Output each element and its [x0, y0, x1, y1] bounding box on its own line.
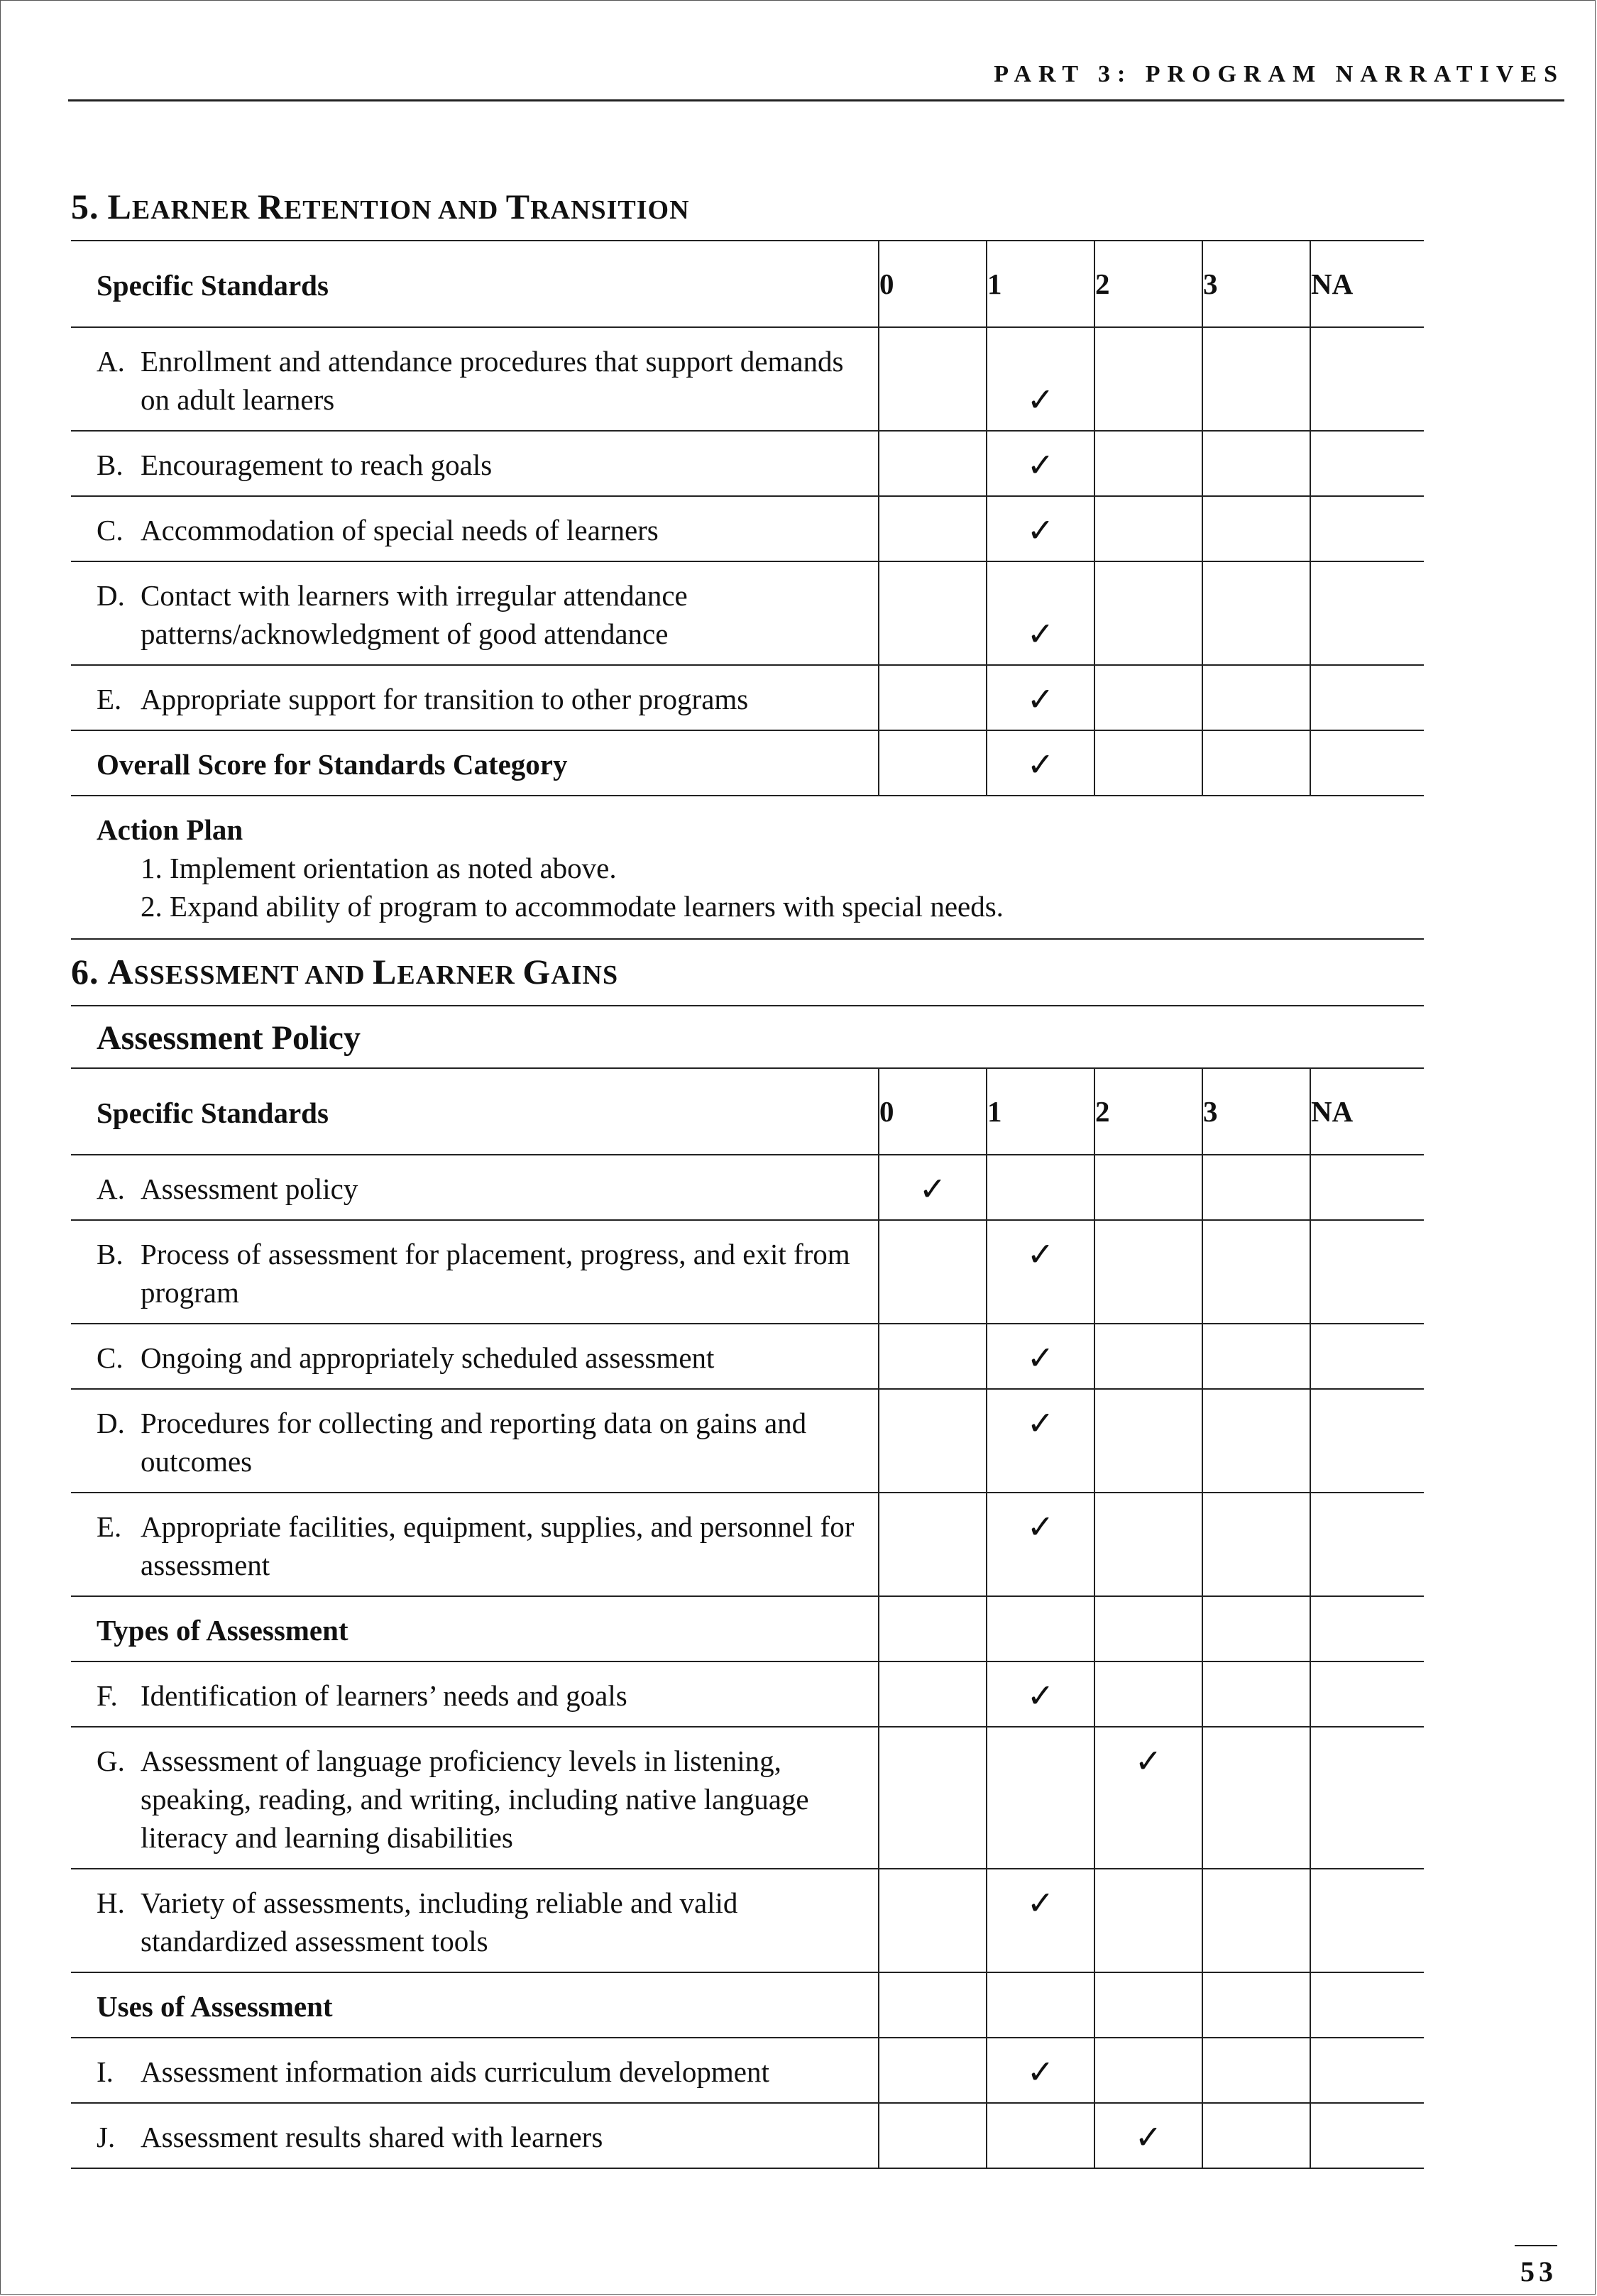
table-row — [71, 1324, 1424, 1389]
group-row — [71, 1972, 1424, 2038]
standard-text: Variety of assessments, including reliable and valid standardized assessment tools — [141, 1886, 738, 1957]
score-cell — [987, 1155, 1094, 1220]
score-cell — [1094, 1596, 1202, 1661]
score-cell — [1202, 1972, 1310, 2038]
standard-letter: E. — [97, 683, 122, 715]
score-cell — [879, 1869, 987, 1972]
section-5-title-part: R — [257, 187, 284, 226]
score-cell — [1094, 1727, 1202, 1869]
header-score-2: 2 — [1094, 241, 1202, 327]
score-cell — [1310, 1220, 1424, 1324]
table-row — [71, 1155, 1424, 1220]
section-5-title-part: ETENTION AND — [283, 195, 506, 225]
standard-text: Encouragement to reach goals — [141, 449, 493, 481]
standard-text: Assessment information aids curriculum development — [141, 2055, 769, 2088]
score-cell — [987, 1869, 1094, 1972]
standard-letter: A. — [97, 1172, 125, 1205]
standard-letter: J. — [97, 2121, 116, 2153]
checkmark-icon: ✓ — [1026, 745, 1055, 784]
standard-description — [71, 1727, 879, 1869]
table-row — [71, 1869, 1424, 1972]
score-cell — [1202, 1661, 1310, 1727]
standard-description — [71, 665, 879, 730]
score-cell — [879, 1324, 987, 1389]
section-5-title-part: RANSITION — [530, 195, 690, 225]
table-row — [71, 561, 1424, 665]
score-cell — [1094, 496, 1202, 561]
score-cell — [1310, 1493, 1424, 1596]
header-score-0: 0 — [879, 241, 987, 327]
score-cell — [987, 1727, 1094, 1869]
score-cell — [987, 2103, 1094, 2168]
score-cell — [879, 665, 987, 730]
table-row — [71, 2103, 1424, 2168]
score-cell — [879, 1972, 987, 2038]
standard-description — [71, 496, 879, 561]
score-cell — [1310, 1661, 1424, 1727]
score-cell — [1310, 1869, 1424, 1972]
score-cell — [879, 1155, 987, 1220]
score-cell — [879, 1493, 987, 1596]
action-plan-row — [71, 796, 1424, 939]
score-cell — [879, 1661, 987, 1727]
score-cell — [1094, 1972, 1202, 2038]
standard-letter: E. — [97, 1510, 122, 1543]
section-5-title-part: EARNER — [131, 195, 258, 225]
score-cell — [1310, 2038, 1424, 2103]
standard-letter: B. — [97, 1238, 124, 1270]
checkmark-icon: ✓ — [1134, 2118, 1163, 2156]
checkmark-icon: ✓ — [1026, 1884, 1055, 1922]
standard-description — [71, 327, 879, 431]
score-cell — [879, 1389, 987, 1493]
score-cell — [879, 561, 987, 665]
standard-text: Ongoing and appropriately scheduled assessment — [141, 1341, 715, 1374]
score-cell — [1094, 327, 1202, 431]
standard-wrap — [97, 576, 878, 653]
score-cell — [1094, 1324, 1202, 1389]
score-cell — [1094, 1389, 1202, 1493]
score-cell — [1310, 1389, 1424, 1493]
score-cell — [1310, 1596, 1424, 1661]
table-row — [71, 327, 1424, 431]
standard-wrap — [97, 1170, 878, 1208]
score-cell — [987, 1972, 1094, 2038]
standard-text: Assessment results shared with learners — [141, 2121, 603, 2153]
standard-wrap — [97, 1884, 878, 1960]
standard-wrap — [97, 1404, 878, 1481]
section-6-title-part: G — [522, 952, 551, 992]
score-cell — [1202, 1389, 1310, 1493]
score-cell — [987, 1493, 1094, 1596]
score-cell — [1202, 665, 1310, 730]
score-cell — [1094, 2103, 1202, 2168]
score-cell — [987, 2038, 1094, 2103]
score-cell — [1310, 2103, 1424, 2168]
standard-text: Procedures for collecting and reporting data on gains and outcomes — [141, 1407, 807, 1478]
section-6-table — [71, 1005, 1424, 2169]
checkmark-icon: ✓ — [1026, 1339, 1055, 1377]
standard-letter: C. — [97, 1341, 124, 1374]
score-cell — [987, 1324, 1094, 1389]
score-cell — [879, 2038, 987, 2103]
standard-description — [71, 431, 879, 496]
assessment-policy-heading: Assessment Policy — [71, 1006, 1424, 1068]
standard-description — [71, 1493, 879, 1596]
action-plan-title: Action Plan — [97, 813, 243, 846]
standard-letter: D. — [97, 1407, 125, 1439]
checkmark-icon: ✓ — [1134, 1742, 1163, 1780]
standard-letter: A. — [97, 345, 125, 378]
score-cell — [879, 327, 987, 431]
group-label: Types of Assessment — [71, 1596, 879, 1661]
group-label: Uses of Assessment — [71, 1972, 879, 2038]
standard-description — [71, 1389, 879, 1493]
standard-letter: B. — [97, 449, 124, 481]
standard-letter: D. — [97, 579, 125, 612]
score-cell — [1202, 2103, 1310, 2168]
group-row — [71, 1596, 1424, 1661]
header-specific-standards: Specific Standards — [71, 1068, 879, 1155]
subtitle-row — [71, 1006, 1424, 1068]
running-header: PART 3: PROGRAM NARRATIVES — [68, 61, 1564, 101]
score-cell — [1310, 431, 1424, 496]
score-cell — [1202, 1220, 1310, 1324]
score-cell — [1310, 730, 1424, 796]
table-row — [71, 1389, 1424, 1493]
standard-description — [71, 2103, 879, 2168]
checkmark-icon: ✓ — [1026, 380, 1055, 419]
score-cell — [1202, 431, 1310, 496]
score-cell — [1202, 327, 1310, 431]
score-cell — [1310, 561, 1424, 665]
standard-wrap — [97, 511, 878, 549]
standard-letter: G. — [97, 1745, 125, 1777]
standard-letter: I. — [97, 2055, 114, 2088]
score-cell — [879, 1220, 987, 1324]
section-5-number: 5. — [71, 187, 99, 226]
score-cell — [1094, 730, 1202, 796]
score-cell — [1094, 1661, 1202, 1727]
header-score-3: 3 — [1202, 241, 1310, 327]
action-plan — [71, 796, 1424, 939]
standard-wrap — [97, 1339, 878, 1377]
score-cell — [987, 1661, 1094, 1727]
checkmark-icon: ✓ — [1026, 1676, 1055, 1715]
header-score-2: 2 — [1094, 1068, 1202, 1155]
score-cell — [879, 1727, 987, 1869]
score-cell — [1202, 730, 1310, 796]
score-cell — [987, 1596, 1094, 1661]
score-cell — [1202, 1155, 1310, 1220]
standard-description — [71, 1324, 879, 1389]
score-cell — [1094, 1493, 1202, 1596]
section-6-title-part: EARNER — [397, 960, 523, 990]
column-header-row — [71, 1068, 1424, 1155]
score-cell — [987, 327, 1094, 431]
checkmark-icon: ✓ — [918, 1170, 947, 1208]
section-6-title-part: AINS — [551, 960, 619, 990]
checkmark-icon: ✓ — [1026, 511, 1055, 549]
header-score-1: 1 — [987, 1068, 1094, 1155]
score-cell — [879, 730, 987, 796]
checkmark-icon: ✓ — [1026, 615, 1055, 653]
score-cell — [1202, 1324, 1310, 1389]
header-score-0: 0 — [879, 1068, 987, 1155]
standard-text: Identification of learners’ needs and goals — [141, 1679, 627, 1712]
overall-score-label: Overall Score for Standards Category — [71, 730, 879, 796]
standard-letter: C. — [97, 514, 124, 546]
standard-text: Assessment of language proficiency levels in listening, speaking, reading, and writing, including native language literacy and learning disabilities — [141, 1745, 809, 1854]
checkmark-icon: ✓ — [1026, 1507, 1055, 1546]
score-cell — [1202, 1727, 1310, 1869]
score-cell — [987, 1220, 1094, 1324]
table-row — [71, 1220, 1424, 1324]
standard-wrap — [97, 680, 878, 718]
section-6-number: 6. — [71, 952, 99, 992]
section-5-title-part: L — [107, 187, 132, 226]
checkmark-icon: ✓ — [1026, 2053, 1055, 2091]
table-row — [71, 431, 1424, 496]
score-cell — [1094, 561, 1202, 665]
standard-description — [71, 1869, 879, 1972]
table-row — [71, 1661, 1424, 1727]
standard-letter: F. — [97, 1679, 118, 1712]
checkmark-icon: ✓ — [1026, 446, 1055, 484]
section-5-title — [71, 186, 690, 227]
score-cell — [987, 496, 1094, 561]
standard-wrap — [97, 1235, 878, 1312]
action-plan-item: 1. Implement orientation as noted above. — [141, 852, 617, 884]
table-row — [71, 1727, 1424, 1869]
score-cell — [1202, 561, 1310, 665]
score-cell — [1202, 1493, 1310, 1596]
standard-text: Contact with learners with irregular attendance patterns/acknowledgment of good attendance — [141, 579, 688, 650]
section-6-title-part: SSESSMENT AND — [133, 960, 373, 990]
score-cell — [1202, 1869, 1310, 1972]
standard-description — [71, 1155, 879, 1220]
table-row — [71, 665, 1424, 730]
action-plan-item: 2. Expand ability of program to accommodate learners with special needs. — [141, 890, 1004, 923]
header-specific-standards: Specific Standards — [71, 241, 879, 327]
standard-text: Accommodation of special needs of learners — [141, 514, 659, 546]
standard-wrap — [97, 2118, 878, 2156]
score-cell — [987, 561, 1094, 665]
score-cell — [1094, 1220, 1202, 1324]
standard-description — [71, 2038, 879, 2103]
score-cell — [1202, 2038, 1310, 2103]
standard-text: Process of assessment for placement, progress, and exit from program — [141, 1238, 850, 1309]
standard-text: Assessment policy — [141, 1172, 358, 1205]
table-row — [71, 496, 1424, 561]
standard-description — [71, 1661, 879, 1727]
score-cell — [879, 431, 987, 496]
score-cell — [879, 1596, 987, 1661]
score-cell — [987, 431, 1094, 496]
section-6-title-part: A — [107, 952, 134, 992]
standard-wrap — [97, 2053, 878, 2091]
standard-description — [71, 561, 879, 665]
score-cell — [1310, 496, 1424, 561]
score-cell — [1094, 2038, 1202, 2103]
standard-letter: H. — [97, 1886, 125, 1919]
standard-text: Appropriate facilities, equipment, supplies, and personnel for assessment — [141, 1510, 855, 1581]
standard-wrap — [97, 1676, 878, 1715]
column-header-row — [71, 241, 1424, 327]
standard-wrap — [97, 1507, 878, 1584]
score-cell — [1094, 1869, 1202, 1972]
score-cell — [1310, 665, 1424, 730]
score-cell — [1094, 431, 1202, 496]
header-score-na: NA — [1310, 241, 1424, 327]
standard-description — [71, 1220, 879, 1324]
section-6-title-part: L — [373, 952, 397, 992]
standard-wrap — [97, 1742, 878, 1857]
checkmark-icon: ✓ — [1026, 680, 1055, 718]
table-row — [71, 2038, 1424, 2103]
standard-text: Enrollment and attendance procedures that support demands on adult learners — [141, 345, 844, 416]
score-cell — [879, 2103, 987, 2168]
checkmark-icon: ✓ — [1026, 1235, 1055, 1273]
score-cell — [1094, 665, 1202, 730]
standard-wrap — [97, 342, 878, 419]
section-6-title — [71, 951, 618, 992]
score-cell — [987, 1389, 1094, 1493]
header-score-1: 1 — [987, 241, 1094, 327]
header-score-na: NA — [1310, 1068, 1424, 1155]
score-cell — [1202, 496, 1310, 561]
section-5-title-part: T — [505, 187, 531, 226]
score-cell — [1202, 1596, 1310, 1661]
header-score-3: 3 — [1202, 1068, 1310, 1155]
page-number: 53 — [1515, 2245, 1557, 2288]
overall-score-row — [71, 730, 1424, 796]
standard-text: Appropriate support for transition to other programs — [141, 683, 749, 715]
score-cell — [987, 730, 1094, 796]
section-5-table — [71, 240, 1424, 940]
score-cell — [1310, 1155, 1424, 1220]
score-cell — [1094, 1155, 1202, 1220]
score-cell — [1310, 1972, 1424, 2038]
checkmark-icon: ✓ — [1026, 1404, 1055, 1442]
score-cell — [1310, 1727, 1424, 1869]
score-cell — [1310, 327, 1424, 431]
score-cell — [879, 496, 987, 561]
score-cell — [1310, 1324, 1424, 1389]
score-cell — [987, 665, 1094, 730]
table-row — [71, 1493, 1424, 1596]
standard-wrap — [97, 446, 878, 484]
